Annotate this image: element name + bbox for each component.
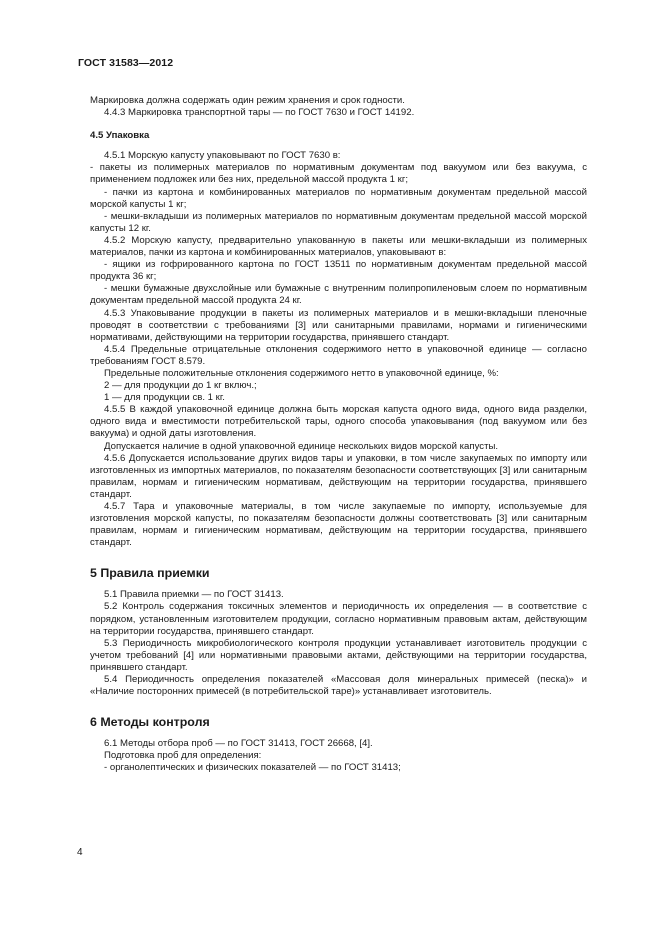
paragraph: - мешки-вкладыши из полимерных материалов по нормативным документам предельной массой морской капусты 12 кг. — [90, 210, 587, 234]
paragraph: - органолептических и физических показателей — по ГОСТ 31413; — [104, 762, 401, 774]
page-number: 4 — [77, 847, 83, 858]
paragraph: 4.5.6 Допускается использование других видов тары и упаковки, в том числе закупаемых по импорту или изготовленных из импортных материалов, по показателям безопасности соответствующих [3] или санитарным правилам, нормам и гигиеническим нормативам, действующим на территории государства, принявшего стандарт. — [90, 452, 587, 500]
paragraph: 5.3 Периодичность микробиологического контроля продукции устанавливает изготовитель продукции с учетом требований [4] или нормативными правовыми актами, действующими на территории государства, принявшего стандарт. — [90, 637, 587, 673]
section-heading-5: 5 Правила приемки — [90, 566, 210, 581]
paragraph: Допускается наличие в одной упаковочной единице нескольких видов морской капусты. — [104, 440, 499, 452]
paragraph: - ящики из гофрированного картона по ГОСТ 13511 по нормативным документам предельной массой продукта 36 кг; — [90, 259, 587, 283]
paragraph: 4.5.2 Морскую капусту, предварительно упакованную в пакеты или мешки-вкладыши из полимерных материалов, пачки из картона и комбинированных материалов, упаковывают в: — [90, 234, 587, 259]
paragraph: 4.5.4 Предельные отрицательные отклонения содержимого нетто в упаковочной единице — согласно требованиям ГОСТ 8.579. — [90, 343, 587, 367]
paragraph: - мешки бумажные двухслойные или бумажные с внутренним полипропиленовым слоем по нормативным документам предельной массой продукта 24 кг. — [90, 283, 587, 307]
paragraph: 4.5.3 Упаковывание продукции в пакеты из полимерных материалов и в мешки-вкладыши пленочные проводят в соответствии с требованиями [3] или санитарными правилами, нормами и гигиеническими нормативами, действующими на территории государства, принявшего стандарт. — [90, 307, 587, 343]
paragraph: 4.5.7 Тара и упаковочные материалы, в том числе закупаемые по импорту, используемые для изготовления морской капусты, по показателям безопасности должны соответствовать [3] или санитарным правилам, нормам и гигиеническим нормативам, действующим на территории государства, принявшего стандарт. — [90, 501, 587, 549]
paragraph: 4.5.5 В каждой упаковочной единице должна быть морская капуста одного вида, одного вида разделки, одного вида и вместимости потребительской тары, одного способа упаковывания (под вакуумом или без вакуума) и одной даты изготовления. — [90, 404, 587, 440]
doc-code: ГОСТ 31583—2012 — [78, 57, 174, 69]
paragraph: 5.2 Контроль содержания токсичных элементов и периодичность их определения — в соответствие с порядком, установленным изготовителем продукции, согласно нормативным правовым актам, действующим на территории государства, принявшего стандарт. — [90, 601, 587, 637]
section-heading-4-5: 4.5 Упаковка — [90, 130, 150, 142]
paragraph: Маркировка должна содержать один режим хранения и срок годности. — [90, 95, 405, 106]
paragraph: 2 — для продукции до 1 кг включ.; — [104, 380, 257, 392]
paragraph: 4.5.1 Морскую капусту упаковывают по ГОСТ 7630 в: — [104, 150, 341, 162]
paragraph: - пачки из картона и комбинированных материалов по нормативным документам предельной массой морской капусты 1 кг; — [90, 186, 587, 210]
paragraph: 4.4.3 Маркировка транспортной тары — по ГОСТ 7630 и ГОСТ 14192. — [104, 107, 415, 119]
section-heading-6: 6 Методы контроля — [90, 715, 210, 730]
paragraph: 5.4 Периодичность определения показателей «Массовая доля минеральных примесей (песка)» и «Наличие посторонних примесей (в потребительской таре)» устанавливает изготовитель. — [90, 674, 587, 698]
paragraph: 6.1 Методы отбора проб — по ГОСТ 31413, ГОСТ 26668, [4]. — [104, 738, 373, 750]
paragraph: - пакеты из полимерных материалов по нормативным документам под вакуумом или без вакуума, с применением подложек или без них, предельной массой продукта 1 кг; — [90, 162, 587, 186]
paragraph: Подготовка проб для определения: — [104, 750, 262, 762]
paragraph: Предельные положительные отклонения содержимого нетто в упаковочной единице, %: — [104, 367, 499, 379]
paragraph: 5.1 Правила приемки — по ГОСТ 31413. — [104, 589, 284, 601]
document-body — [90, 95, 587, 775]
paragraph: 1 — для продукции св. 1 кг. — [104, 392, 225, 404]
